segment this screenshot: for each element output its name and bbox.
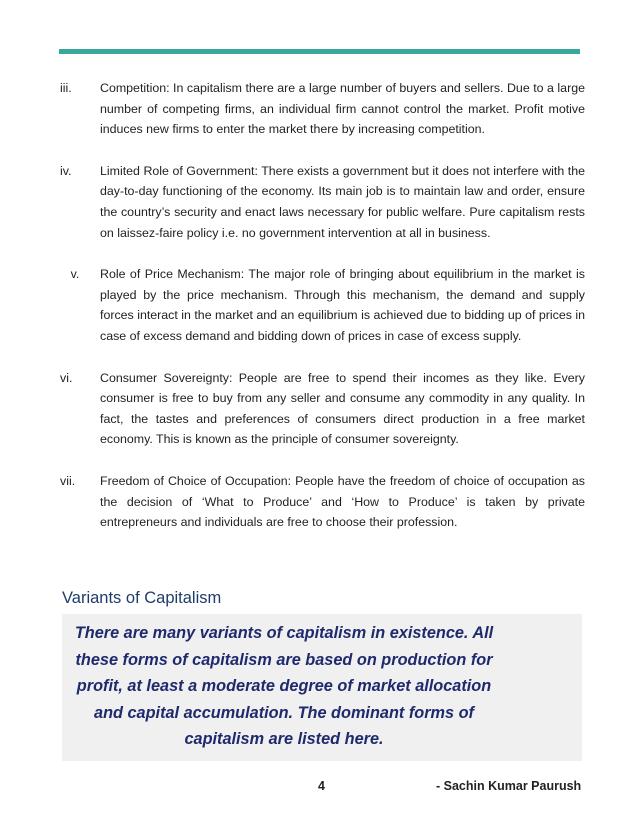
item-number: vi. bbox=[60, 370, 73, 385]
list-item bbox=[60, 161, 585, 243]
item-text: Freedom of Choice of Occupation: People have the freedom of choice of occupation as the decision of ‘What to Produce’ and ‘How to Produce’ is taken by private entrepreneurs and individuals are free to choose their profession. bbox=[100, 473, 585, 530]
list-item bbox=[60, 78, 585, 140]
list-item bbox=[60, 264, 585, 346]
item-number: iv. bbox=[60, 163, 72, 178]
item-text: Competition: In capitalism there are a large number of buyers and sellers. Due to a large number of competing firms, an individual firm cannot control the market. Profit motive induces new firms to enter the market there by increasing competition. bbox=[100, 81, 585, 137]
item-number: iii. bbox=[60, 81, 72, 95]
item-number: v. bbox=[70, 267, 80, 282]
item-text: Limited Role of Government: There exists a government but it does not interfere with the day-to-day functioning of the economy. Its main job is to maintain law and order, ensure the country’s security and enact laws necessary for public welfare. Pure capitalism rests on laissez-faire policy i.e. no government intervention at all in business. bbox=[100, 163, 585, 240]
item-text: Consumer Sovereignty: People are free to spend their incomes as they like. Every consumer is free to buy from any seller and consume any commodity in any quality. In fact, the tastes and preferences of consumers direct production in a free market economy. This is known as the principle of consumer sovereignty. bbox=[100, 370, 585, 447]
top-rule bbox=[59, 49, 580, 54]
item-number: vii. bbox=[60, 473, 76, 488]
callout-text: There are many variants of capitalism in existence. All these forms of capitalism are based on production for profit, at least a moderate degree of market allocation and capital accumulation. The dominant forms of capitalism are listed here. bbox=[74, 624, 494, 749]
feature-list bbox=[60, 78, 585, 554]
author-credit: - Sachin Kumar Paurush bbox=[436, 779, 582, 793]
list-item bbox=[60, 368, 585, 450]
list-item bbox=[60, 471, 585, 533]
callout-box bbox=[62, 614, 582, 761]
item-text: Role of Price Mechanism: The major role of bringing about equilibrium in the market is played by the price mechanism. Through this mechanism, the demand and supply forces interact in the market and an equilibrium is achieved due to bidding up of prices in case of excess demand and bidding down of prices in case of excess supply. bbox=[100, 267, 585, 343]
section-title: Variants of Capitalism bbox=[62, 589, 222, 607]
page-number: 4 bbox=[318, 779, 325, 793]
